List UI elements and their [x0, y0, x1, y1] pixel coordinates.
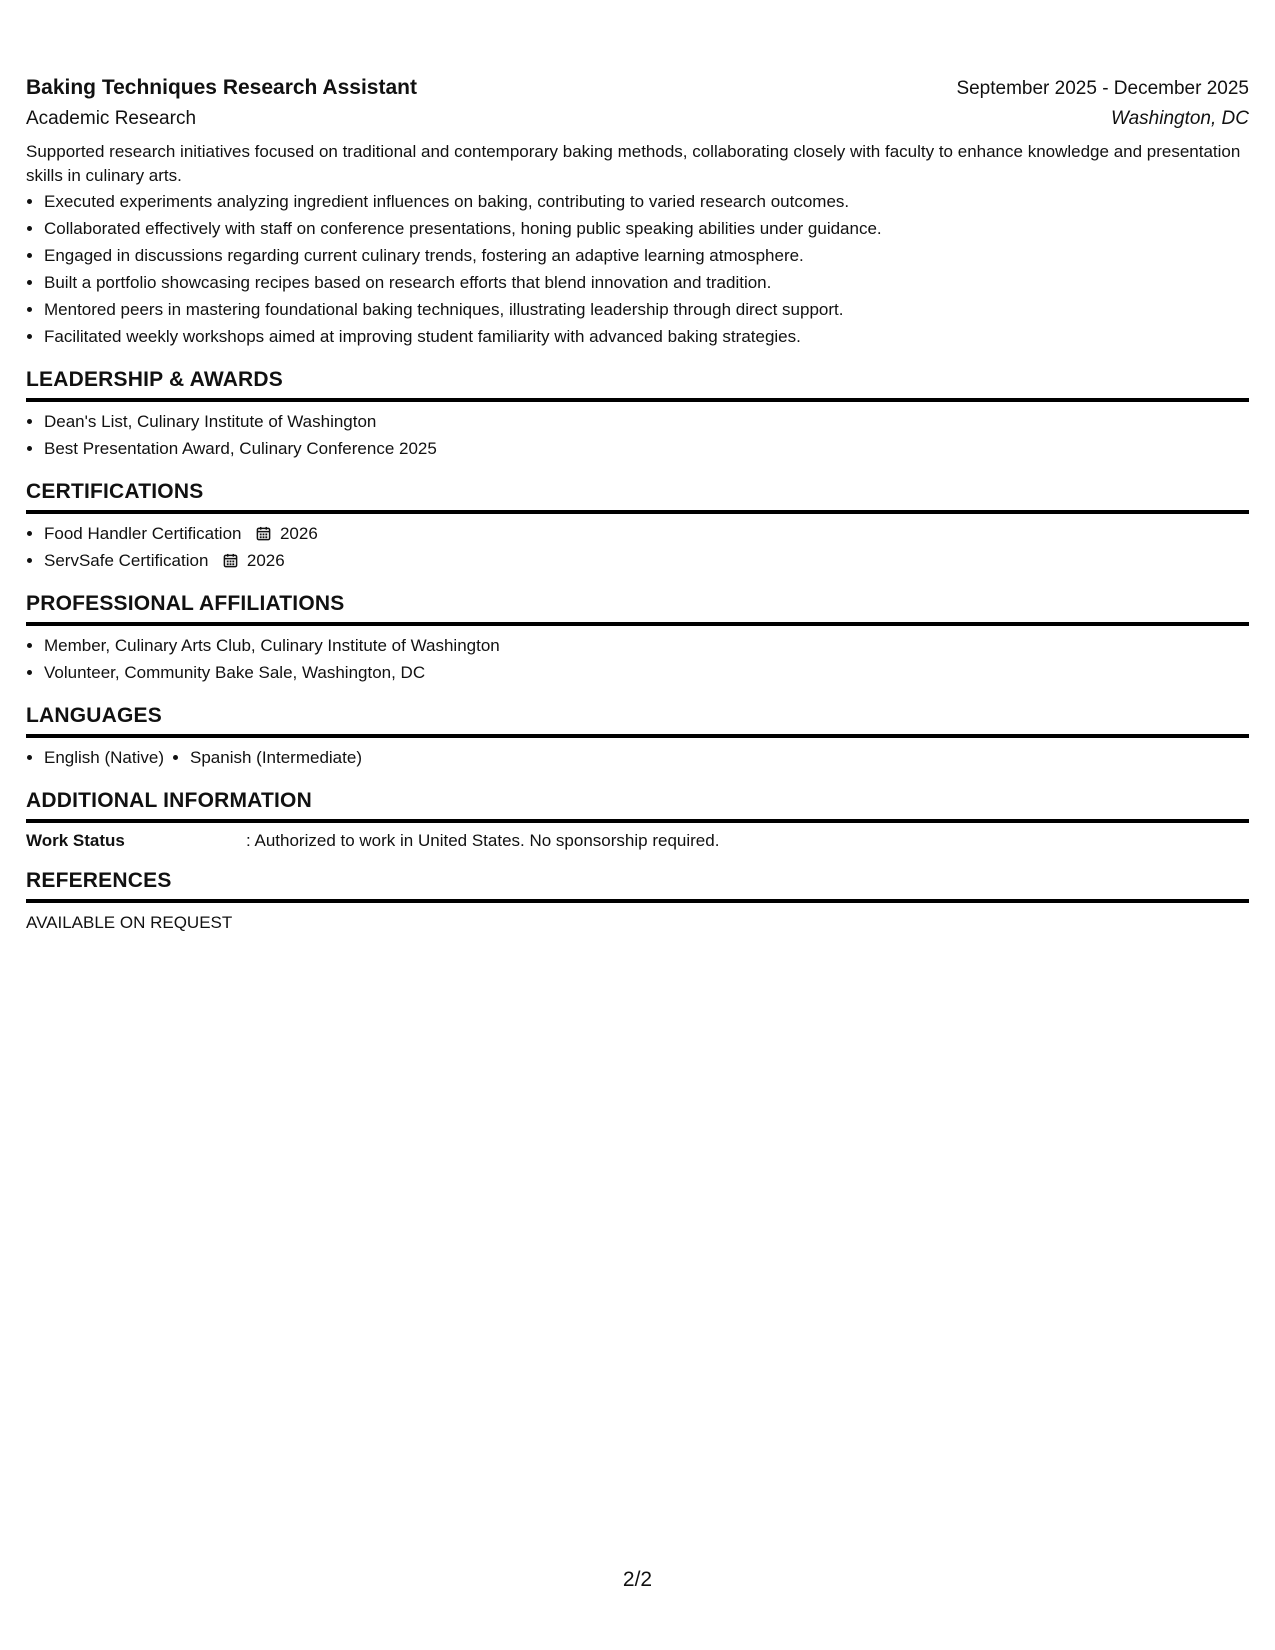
job-bullet: • Engaged in discussions regarding current culinary trends, fostering an adaptive learning atmosphere.	[44, 242, 1249, 269]
section-title-languages: LANGUAGES	[26, 704, 1249, 738]
certification-name: Food Handler Certification	[44, 524, 242, 543]
job-organization: Academic Research	[26, 108, 197, 129]
section-title-affiliations: PROFESSIONAL AFFILIATIONS	[26, 592, 1249, 626]
job-subheader	[26, 108, 1249, 130]
section-title-additional: ADDITIONAL INFORMATION	[26, 789, 1249, 823]
affiliation-item: • Member, Culinary Arts Club, Culinary Institute of Washington	[44, 632, 1249, 659]
certification-name: ServSafe Certification	[44, 551, 209, 570]
certification-year: 2026	[246, 551, 285, 570]
leadership-item: • Best Presentation Award, Culinary Conference 2025	[44, 435, 1249, 462]
job-location: Washington, DC	[1111, 108, 1249, 129]
affiliations-list	[26, 632, 1249, 686]
certification-item	[44, 520, 1249, 547]
job-summary: Supported research initiatives focused on traditional and contemporary baking methods, collaborating closely with faculty to enhance knowledge and presentation skills in culinary arts.	[26, 142, 1241, 185]
language-item: • Spanish (Intermediate)	[190, 744, 362, 771]
job-bullet: • Built a portfolio showcasing recipes based on research efforts that blend innovation and tradition.	[44, 269, 1249, 296]
references-text: AVAILABLE ON REQUEST	[26, 913, 233, 932]
work-status-value: : Authorized to work in United States. No sponsorship required.	[246, 831, 720, 850]
leadership-list	[26, 408, 1249, 462]
job-header	[26, 76, 1249, 100]
job-bullet: • Facilitated weekly workshops aimed at improving student familiarity with advanced baking strategies.	[44, 323, 1249, 350]
calendar-icon	[256, 526, 271, 541]
certifications-list	[26, 520, 1249, 574]
job-bullet: • Collaborated effectively with staff on conference presentations, honing public speaking abilities under guidance.	[44, 215, 1249, 242]
languages-list	[26, 744, 1249, 771]
job-bullet: • Mentored peers in mastering foundational baking techniques, illustrating leadership through direct support.	[44, 296, 1249, 323]
section-title-references: REFERENCES	[26, 869, 1249, 903]
section-title-certifications: CERTIFICATIONS	[26, 480, 1249, 514]
job-bullet: • Executed experiments analyzing ingredient influences on baking, contributing to varied research outcomes.	[44, 188, 1249, 215]
language-item: • English (Native)	[44, 744, 164, 771]
work-status-row	[26, 831, 1249, 851]
leadership-item: • Dean's List, Culinary Institute of Washington	[44, 408, 1249, 435]
job-bullet-list	[26, 188, 1249, 350]
certification-item	[44, 547, 1249, 574]
certification-year: 2026	[279, 524, 318, 543]
page-number: 2/2	[622, 1568, 653, 1591]
work-status-label: Work Status	[26, 831, 125, 850]
affiliation-item: • Volunteer, Community Bake Sale, Washington, DC	[44, 659, 1249, 686]
section-title-leadership: LEADERSHIP & AWARDS	[26, 368, 1249, 402]
job-dates: September 2025 - December 2025	[956, 78, 1249, 99]
job-title: Baking Techniques Research Assistant	[26, 76, 417, 99]
resume-page	[26, 76, 1249, 933]
calendar-icon	[223, 553, 238, 568]
